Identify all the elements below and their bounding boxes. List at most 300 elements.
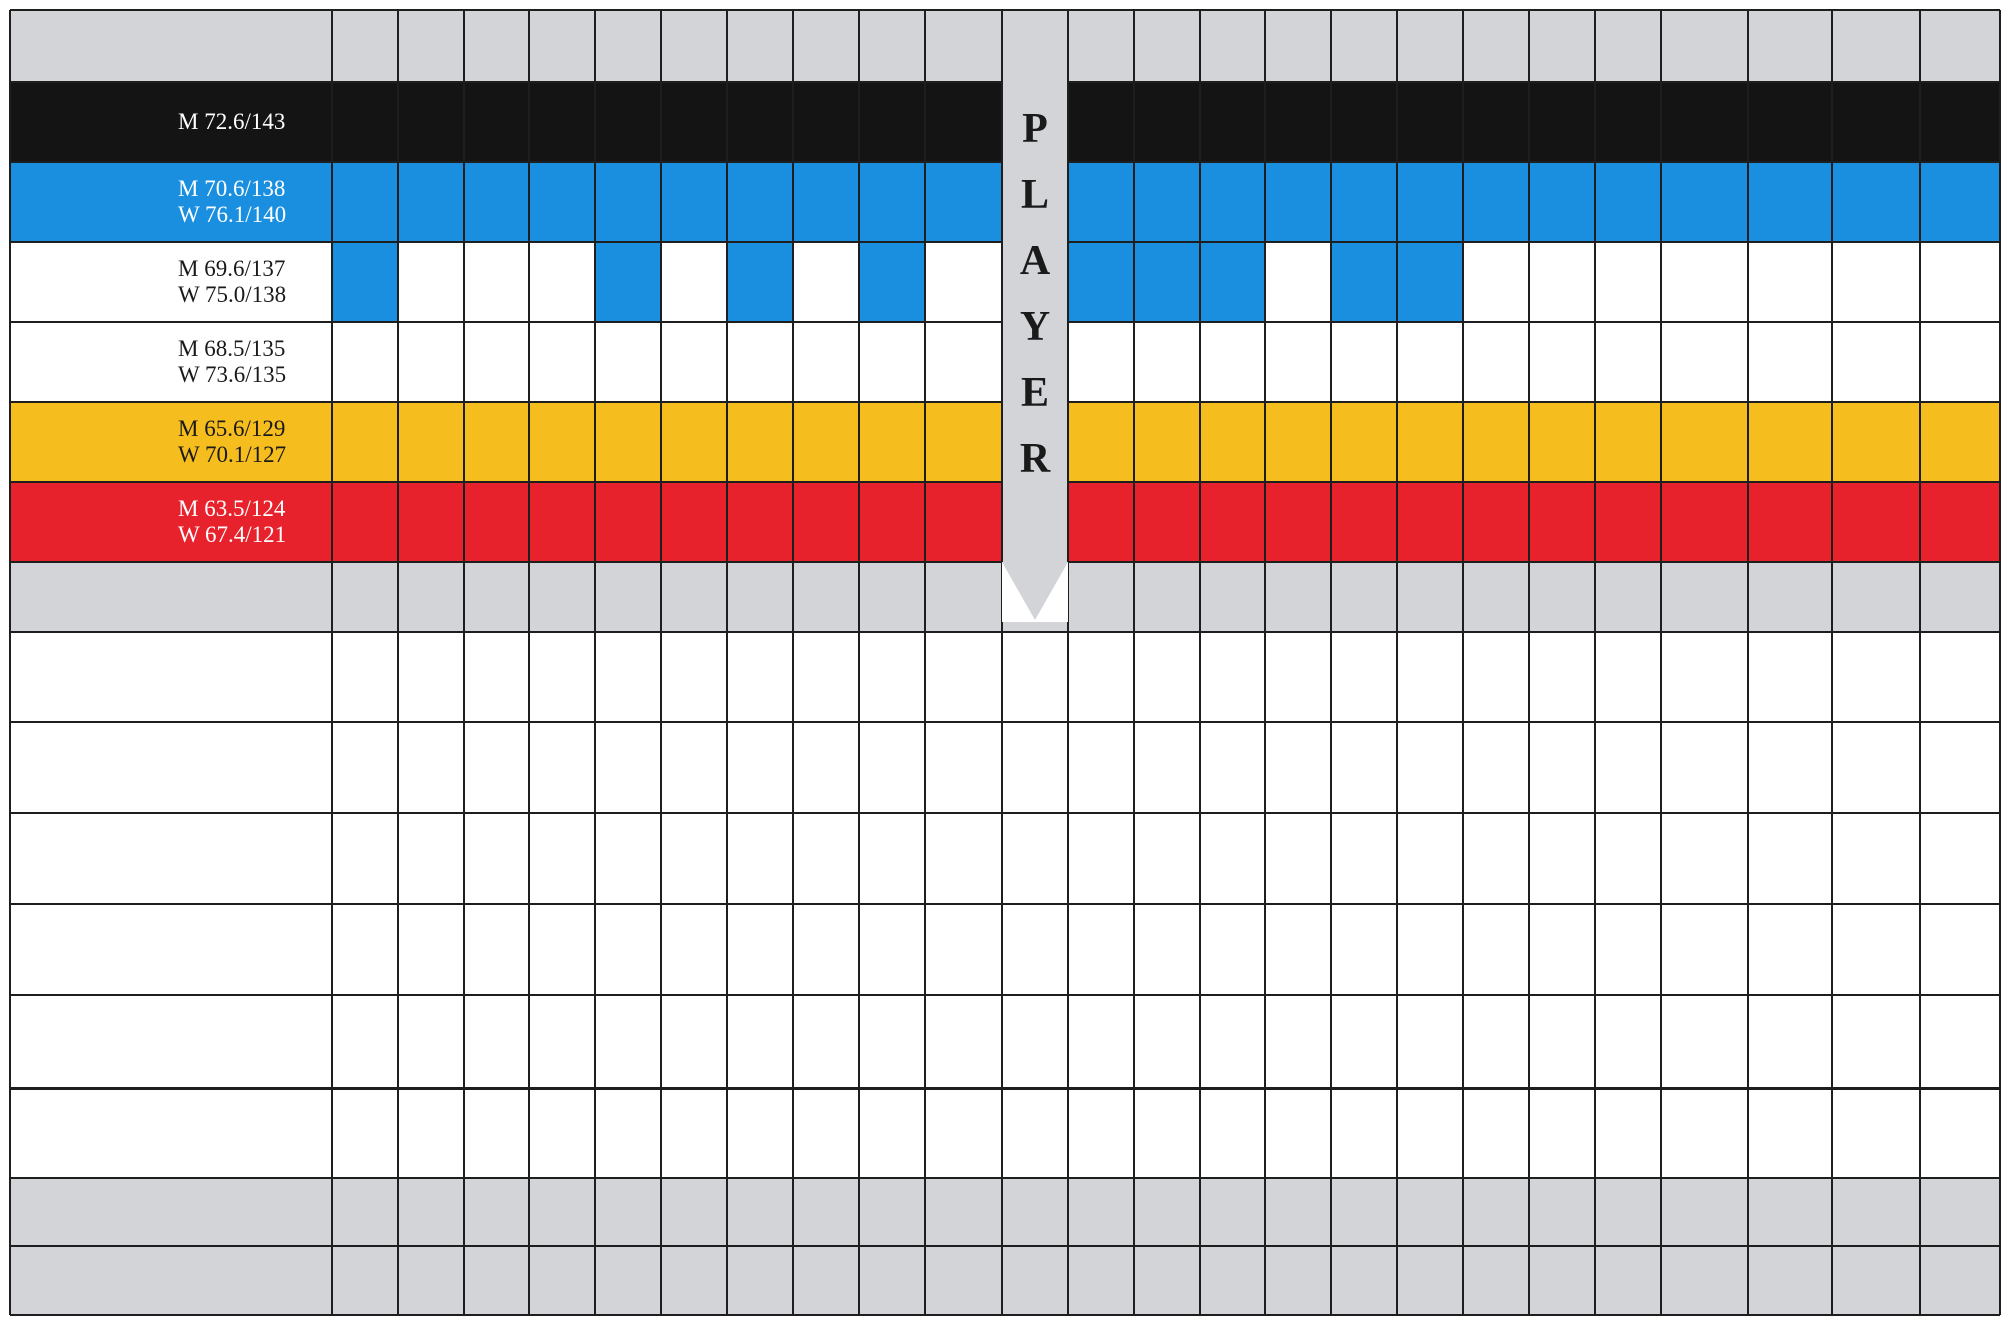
grid-line-v [1831, 10, 1833, 1315]
yardage-front [727, 82, 793, 162]
grid-line-h [1068, 401, 2000, 403]
yardage-back [1134, 82, 1200, 162]
yardage-back [1463, 402, 1529, 482]
grid-line-v [331, 10, 333, 1315]
player-name-cell[interactable] [10, 904, 332, 995]
men-handicap-front [398, 1178, 464, 1246]
grid-line-h [10, 994, 2000, 996]
yardage-front [793, 242, 859, 322]
grid-line-v [726, 10, 728, 1315]
hole-number-6 [661, 10, 727, 82]
yardage-tot [1748, 482, 1832, 562]
yardage-front [793, 82, 859, 162]
yardage-out [925, 482, 1002, 562]
grid-line-v [1919, 10, 1921, 1315]
yardage-front [332, 402, 398, 482]
women-handicap-back [1463, 1246, 1529, 1315]
yardage-back [1265, 402, 1331, 482]
yardage-back [1595, 482, 1661, 562]
tee-rating [178, 496, 286, 548]
yardage-front [661, 162, 727, 242]
yardage-front [464, 82, 529, 162]
yardage-out [925, 162, 1002, 242]
yardage-back [1331, 482, 1397, 562]
yardage-tot [1748, 322, 1832, 402]
hole-number-18 [1595, 10, 1661, 82]
tee-name [10, 242, 180, 322]
tee-name [10, 402, 180, 482]
men-handicap-front [595, 1178, 661, 1246]
par-back [1134, 562, 1200, 632]
grid-line-h [10, 1087, 2000, 1090]
yardage-front [661, 402, 727, 482]
yardage-back [1068, 322, 1134, 402]
yardage-back [1529, 242, 1595, 322]
player-column-letter: Y [1019, 304, 1051, 350]
yardage-back [1200, 242, 1265, 322]
men-handicap-back [1463, 1178, 1529, 1246]
men-handicap-label [10, 1178, 332, 1246]
par-back [1068, 562, 1134, 632]
grid-line-h [1068, 321, 2000, 323]
yardage-front [464, 242, 529, 322]
women-handicap-front [793, 1246, 859, 1315]
yardage-tot [1748, 402, 1832, 482]
yardage-front [595, 162, 661, 242]
grid-line-v [1594, 10, 1596, 1315]
yardage-back [1463, 162, 1529, 242]
grid-line-v [397, 10, 399, 1315]
par-tot [1748, 562, 1832, 632]
yardage-front [529, 482, 595, 562]
hole-number-17 [1529, 10, 1595, 82]
yardage-front [398, 242, 464, 322]
yardage-front [595, 82, 661, 162]
yardage-in [1661, 402, 1748, 482]
yardage-back [1529, 162, 1595, 242]
yardage-front [661, 482, 727, 562]
scorecard [10, 10, 2000, 1315]
yardage-front [595, 242, 661, 322]
grid-line-h [1068, 161, 2000, 163]
yardage-back [1397, 482, 1463, 562]
yardage-front [529, 82, 595, 162]
men-handicap-front [793, 1178, 859, 1246]
yardage-front [595, 322, 661, 402]
men-handicap-front [332, 1178, 398, 1246]
yardage-back [1397, 322, 1463, 402]
yardage-back [1595, 322, 1661, 402]
yardage-back [1529, 82, 1595, 162]
hole-number-3 [464, 10, 529, 82]
yardage-front [859, 242, 925, 322]
yardage-front [661, 82, 727, 162]
grid-line-h [10, 9, 2000, 11]
yardage-front [859, 402, 925, 482]
yardage-tot [1748, 242, 1832, 322]
yardage-back [1397, 82, 1463, 162]
hcp-header [1832, 10, 1920, 82]
yardage-back [1595, 162, 1661, 242]
tee-name [10, 482, 180, 562]
grid-line-h [1068, 561, 2000, 563]
yardage-front [595, 402, 661, 482]
yardage-back [1529, 322, 1595, 402]
women-handicap-front [595, 1246, 661, 1315]
hole-number-7 [727, 10, 793, 82]
yardage-front [661, 242, 727, 322]
player-name-cell[interactable] [10, 813, 332, 904]
tee-rating-line: M 72.6/143 [178, 109, 286, 134]
yardage-back [1265, 162, 1331, 242]
women-handicap-front [332, 1246, 398, 1315]
grid-line-v [528, 10, 530, 1315]
yardage-tot [1748, 82, 1832, 162]
grid-line-v [1264, 10, 1266, 1315]
player-column-letter: A [1019, 238, 1051, 284]
grid-line-v [1528, 10, 1530, 1315]
tee-name [10, 162, 180, 242]
yardage-front [529, 242, 595, 322]
yardage-front [595, 482, 661, 562]
tee-row-bg-tail-black [1832, 82, 2000, 162]
yardage-out [925, 322, 1002, 402]
hole-number-15 [1397, 10, 1463, 82]
yardage-back [1200, 162, 1265, 242]
women-handicap-front [398, 1246, 464, 1315]
yardage-back [1463, 82, 1529, 162]
par-front [727, 562, 793, 632]
yardage-front [464, 162, 529, 242]
grid-line-h [10, 561, 1002, 563]
women-handicap-back [1265, 1246, 1331, 1315]
grid-line-h [10, 241, 1002, 243]
yardage-back [1331, 402, 1397, 482]
grid-line-v [1462, 10, 1464, 1315]
tee-rating-line: M 68.5/135 [178, 336, 286, 361]
grid-line-h [10, 631, 2000, 633]
yardage-back [1331, 322, 1397, 402]
hole-number-9 [859, 10, 925, 82]
women-handicap-label [10, 1246, 332, 1315]
men-handicap-back [1265, 1178, 1331, 1246]
grid-line-h [10, 161, 1002, 163]
yardage-back [1134, 322, 1200, 402]
player-column-letter: E [1020, 370, 1049, 416]
women-handicap-front [727, 1246, 793, 1315]
yardage-back [1463, 322, 1529, 402]
yardage-back [1331, 82, 1397, 162]
hole-number-16 [1463, 10, 1529, 82]
yardage-back [1068, 402, 1134, 482]
men-handicap-front [529, 1178, 595, 1246]
tee-rating [178, 336, 286, 388]
men-handicap-front [859, 1178, 925, 1246]
yardage-front [793, 322, 859, 402]
men-handicap-back [1068, 1178, 1134, 1246]
player-column-letter: L [1020, 172, 1049, 218]
tee-rating [178, 416, 286, 468]
par-front [661, 562, 727, 632]
tee-rating-line: M 63.5/124 [178, 496, 286, 521]
par-back [1595, 562, 1661, 632]
out-header [925, 10, 1002, 82]
yardage-back [1265, 82, 1331, 162]
grid-line-v [1747, 10, 1749, 1315]
hole-number-8 [793, 10, 859, 82]
grid-line-v [1001, 10, 1003, 1315]
yardage-front [859, 162, 925, 242]
yardage-back [1200, 402, 1265, 482]
par-front [529, 562, 595, 632]
hole-number-11 [1134, 10, 1200, 82]
yardage-front [398, 482, 464, 562]
yardage-back [1397, 162, 1463, 242]
yardage-back [1331, 162, 1397, 242]
yardage-back [1068, 482, 1134, 562]
yardage-back [1397, 242, 1463, 322]
yardage-front [332, 322, 398, 402]
tee-rating [178, 109, 285, 135]
grid-line-v [792, 10, 794, 1315]
yardage-back [1200, 322, 1265, 402]
men-handicap-front [727, 1178, 793, 1246]
tee-row-bg-tail-combo [1832, 242, 2000, 322]
yardage-back [1200, 82, 1265, 162]
men-handicap-front [661, 1178, 727, 1246]
yardage-back [1134, 162, 1200, 242]
men-handicap-back [1331, 1178, 1397, 1246]
yardage-front [859, 82, 925, 162]
yardage-front [727, 242, 793, 322]
women-handicap-front [529, 1246, 595, 1315]
yardage-back [1595, 402, 1661, 482]
tee-row-bg-tail-red [1832, 482, 2000, 562]
yardage-back [1397, 402, 1463, 482]
yardage-in [1661, 242, 1748, 322]
plus-minus-label [10, 1088, 332, 1178]
yardage-front [859, 482, 925, 562]
grid-line-v [1133, 10, 1135, 1315]
yardage-tot [1748, 162, 1832, 242]
yardage-front [793, 162, 859, 242]
grid-line-v [1199, 10, 1201, 1315]
hole-number-14 [1331, 10, 1397, 82]
hole-number-2 [398, 10, 464, 82]
grid-line-v [1660, 10, 1662, 1315]
tee-row-bg-tail-white [1832, 322, 2000, 402]
par-back [1331, 562, 1397, 632]
yardage-back [1265, 322, 1331, 402]
grid-line-v [9, 10, 11, 1315]
yardage-front [464, 482, 529, 562]
hole-number-12 [1200, 10, 1265, 82]
grid-line-h [10, 1245, 2000, 1247]
yardage-front [793, 482, 859, 562]
par-front [332, 562, 398, 632]
par-back [1529, 562, 1595, 632]
yardage-back [1068, 162, 1134, 242]
yardage-front [332, 242, 398, 322]
women-handicap-back [1331, 1246, 1397, 1315]
yardage-front [727, 322, 793, 402]
hole-number-5 [595, 10, 661, 82]
yardage-front [727, 482, 793, 562]
yardage-front [661, 322, 727, 402]
grid-line-v [1330, 10, 1332, 1315]
men-handicap-back [1529, 1178, 1595, 1246]
player-name-cell[interactable] [10, 722, 332, 813]
yardage-back [1463, 242, 1529, 322]
women-handicap-front [464, 1246, 529, 1315]
men-handicap-back [1200, 1178, 1265, 1246]
yardage-back [1463, 482, 1529, 562]
yardage-back [1068, 82, 1134, 162]
grid-line-h [1068, 481, 2000, 483]
yardage-back [1265, 482, 1331, 562]
grid-line-v [1067, 10, 1069, 1315]
yardage-front [398, 402, 464, 482]
men-handicap-back [1397, 1178, 1463, 1246]
yardage-front [332, 82, 398, 162]
yardage-out [925, 82, 1002, 162]
men-handicap-front [464, 1178, 529, 1246]
hole-number-1 [332, 10, 398, 82]
yardage-out [925, 242, 1002, 322]
tot-header [1748, 10, 1832, 82]
yardage-front [398, 162, 464, 242]
yardage-front [529, 162, 595, 242]
men-handicap-back [1134, 1178, 1200, 1246]
tee-rating-line: W 76.1/140 [178, 202, 287, 227]
grid-line-h [1068, 241, 2000, 243]
par-front [398, 562, 464, 632]
women-handicap-back [1595, 1246, 1661, 1315]
grid-line-h [10, 721, 2000, 723]
grid-line-v [660, 10, 662, 1315]
grid-line-h [10, 321, 1002, 323]
par-in [1661, 562, 1748, 632]
tee-rating-line: W 70.1/127 [178, 442, 287, 467]
grid-line-v [924, 10, 926, 1315]
yardage-front [727, 162, 793, 242]
tee-name [10, 322, 180, 402]
tee-rating-line: W 73.6/135 [178, 362, 287, 387]
yardage-front [529, 322, 595, 402]
yardage-back [1529, 482, 1595, 562]
tee-rating-line: W 75.0/138 [178, 282, 287, 307]
par-label [10, 562, 332, 632]
par-out [925, 562, 1002, 632]
grid-line-h [10, 1314, 2000, 1316]
women-handicap-back [1397, 1246, 1463, 1315]
yardage-back [1595, 82, 1661, 162]
par-front [793, 562, 859, 632]
tee-rating-line: M 70.6/138 [178, 176, 286, 201]
par-back [1397, 562, 1463, 632]
women-handicap-front [859, 1246, 925, 1315]
tee-rating-line: M 65.6/129 [178, 416, 286, 441]
yardage-front [464, 322, 529, 402]
women-handicap-back [1134, 1246, 1200, 1315]
par-front [464, 562, 529, 632]
tee-row-bg-tail-gold [1832, 402, 2000, 482]
women-handicap-back [1200, 1246, 1265, 1315]
yardage-front [529, 402, 595, 482]
grid-line-v [463, 10, 465, 1315]
player-column-letter: P [1022, 106, 1048, 152]
hole-header [10, 10, 332, 82]
par-back [1463, 562, 1529, 632]
tee-row-bg-tail-blue [1832, 162, 2000, 242]
yardage-in [1661, 482, 1748, 562]
women-handicap-back [1068, 1246, 1134, 1315]
yardage-front [398, 322, 464, 402]
tee-name [10, 82, 180, 162]
par-back [1200, 562, 1265, 632]
grid-line-v [1999, 10, 2001, 1315]
tee-rating-line: W 67.4/121 [178, 522, 287, 547]
player-name-cell[interactable] [10, 995, 332, 1088]
tee-rating [178, 256, 286, 308]
grid-line-h [1068, 81, 2000, 83]
grid-line-v [858, 10, 860, 1315]
yardage-front [332, 162, 398, 242]
par-front [859, 562, 925, 632]
yardage-out [925, 402, 1002, 482]
men-handicap-back [1595, 1178, 1661, 1246]
grid-line-h [10, 81, 1002, 83]
player-column-arrow [1002, 562, 1068, 622]
yardage-back [1265, 242, 1331, 322]
par-front [595, 562, 661, 632]
grid-line-h [10, 481, 1002, 483]
yardage-in [1661, 322, 1748, 402]
yardage-front [332, 482, 398, 562]
yardage-back [1134, 242, 1200, 322]
yardage-back [1331, 242, 1397, 322]
player-column-joint [1003, 561, 1067, 564]
yardage-back [1595, 242, 1661, 322]
player-column-letter: R [1019, 436, 1051, 482]
women-handicap-front [661, 1246, 727, 1315]
yardage-back [1134, 402, 1200, 482]
hole-number-4 [529, 10, 595, 82]
hole-number-10 [1068, 10, 1134, 82]
yardage-back [1134, 482, 1200, 562]
grid-line-h [10, 1177, 2000, 1179]
yardage-front [398, 82, 464, 162]
yardage-front [793, 402, 859, 482]
par-back [1265, 562, 1331, 632]
hole-number-13 [1265, 10, 1331, 82]
grid-line-v [594, 10, 596, 1315]
grid-line-h [10, 401, 1002, 403]
yardage-front [727, 402, 793, 482]
yardage-in [1661, 82, 1748, 162]
net-header [1920, 10, 2000, 82]
yardage-back [1068, 242, 1134, 322]
in-header [1661, 10, 1748, 82]
grid-line-h [10, 812, 2000, 814]
player-name-cell[interactable] [10, 632, 332, 722]
yardage-back [1200, 482, 1265, 562]
tee-rating-line: M 69.6/137 [178, 256, 286, 281]
grid-line-v [1396, 10, 1398, 1315]
yardage-in [1661, 162, 1748, 242]
yardage-front [859, 322, 925, 402]
women-handicap-back [1529, 1246, 1595, 1315]
